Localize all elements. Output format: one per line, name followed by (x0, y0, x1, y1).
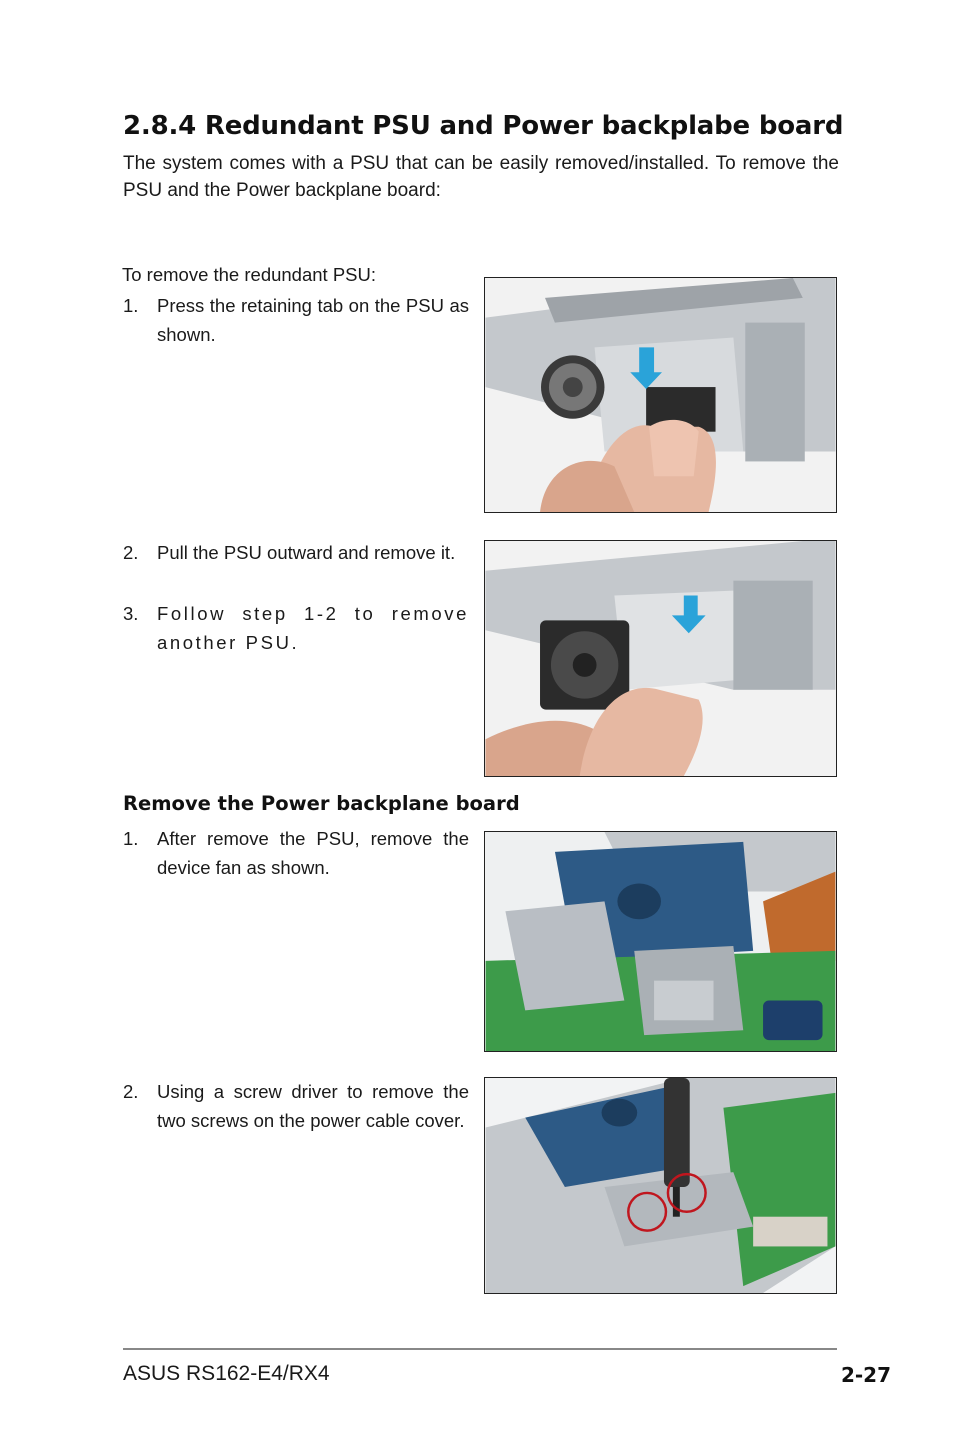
section-title: 2.8.4 Redundant PSU and Power backplabe board (123, 111, 844, 141)
step-text: Follow step 1-2 to remove another PSU. (157, 603, 469, 653)
backplane-heading: Remove the Power backplane board (123, 792, 520, 815)
device-fan-illustration (485, 832, 836, 1051)
step-number: 1. (123, 295, 139, 316)
step-number: 1. (123, 828, 139, 849)
page-number: 2-27 (840, 1363, 891, 1387)
step-number: 2. (123, 1081, 139, 1102)
step-number: 2. (123, 542, 139, 563)
footer-divider (123, 1348, 837, 1350)
screwdriver-illustration (485, 1078, 836, 1293)
step-text: Pull the PSU outward and remove it. (157, 542, 456, 563)
photo-pull-psu-outward (484, 540, 837, 777)
procedure-lead: To remove the redundant PSU: (122, 264, 377, 285)
psu-pull-illustration (485, 541, 836, 776)
photo-remove-cable-cover-screws (484, 1077, 837, 1294)
footer-model: ASUS RS162-E4/RX4 (123, 1362, 330, 1385)
step-text: Using a screw driver to remove the two screws on the power cable cover. (157, 1081, 469, 1131)
psu-step-1 (123, 291, 469, 349)
step-text: Press the retaining tab on the PSU as shown. (157, 295, 469, 345)
photo-press-retaining-tab (484, 277, 837, 513)
psu-step-2 (123, 538, 469, 567)
backplane-step-1 (123, 824, 469, 882)
psu-tab-illustration (485, 278, 836, 512)
section-intro: The system comes with a PSU that can be easily removed/installed. To remove the PSU and the Power backplane board: (123, 153, 839, 201)
step-text: After remove the PSU, remove the device fan as shown. (157, 828, 469, 878)
backplane-step-2 (123, 1077, 469, 1135)
photo-remove-device-fan (484, 831, 837, 1052)
step-number: 3. (123, 603, 139, 624)
psu-step-3 (123, 599, 469, 657)
